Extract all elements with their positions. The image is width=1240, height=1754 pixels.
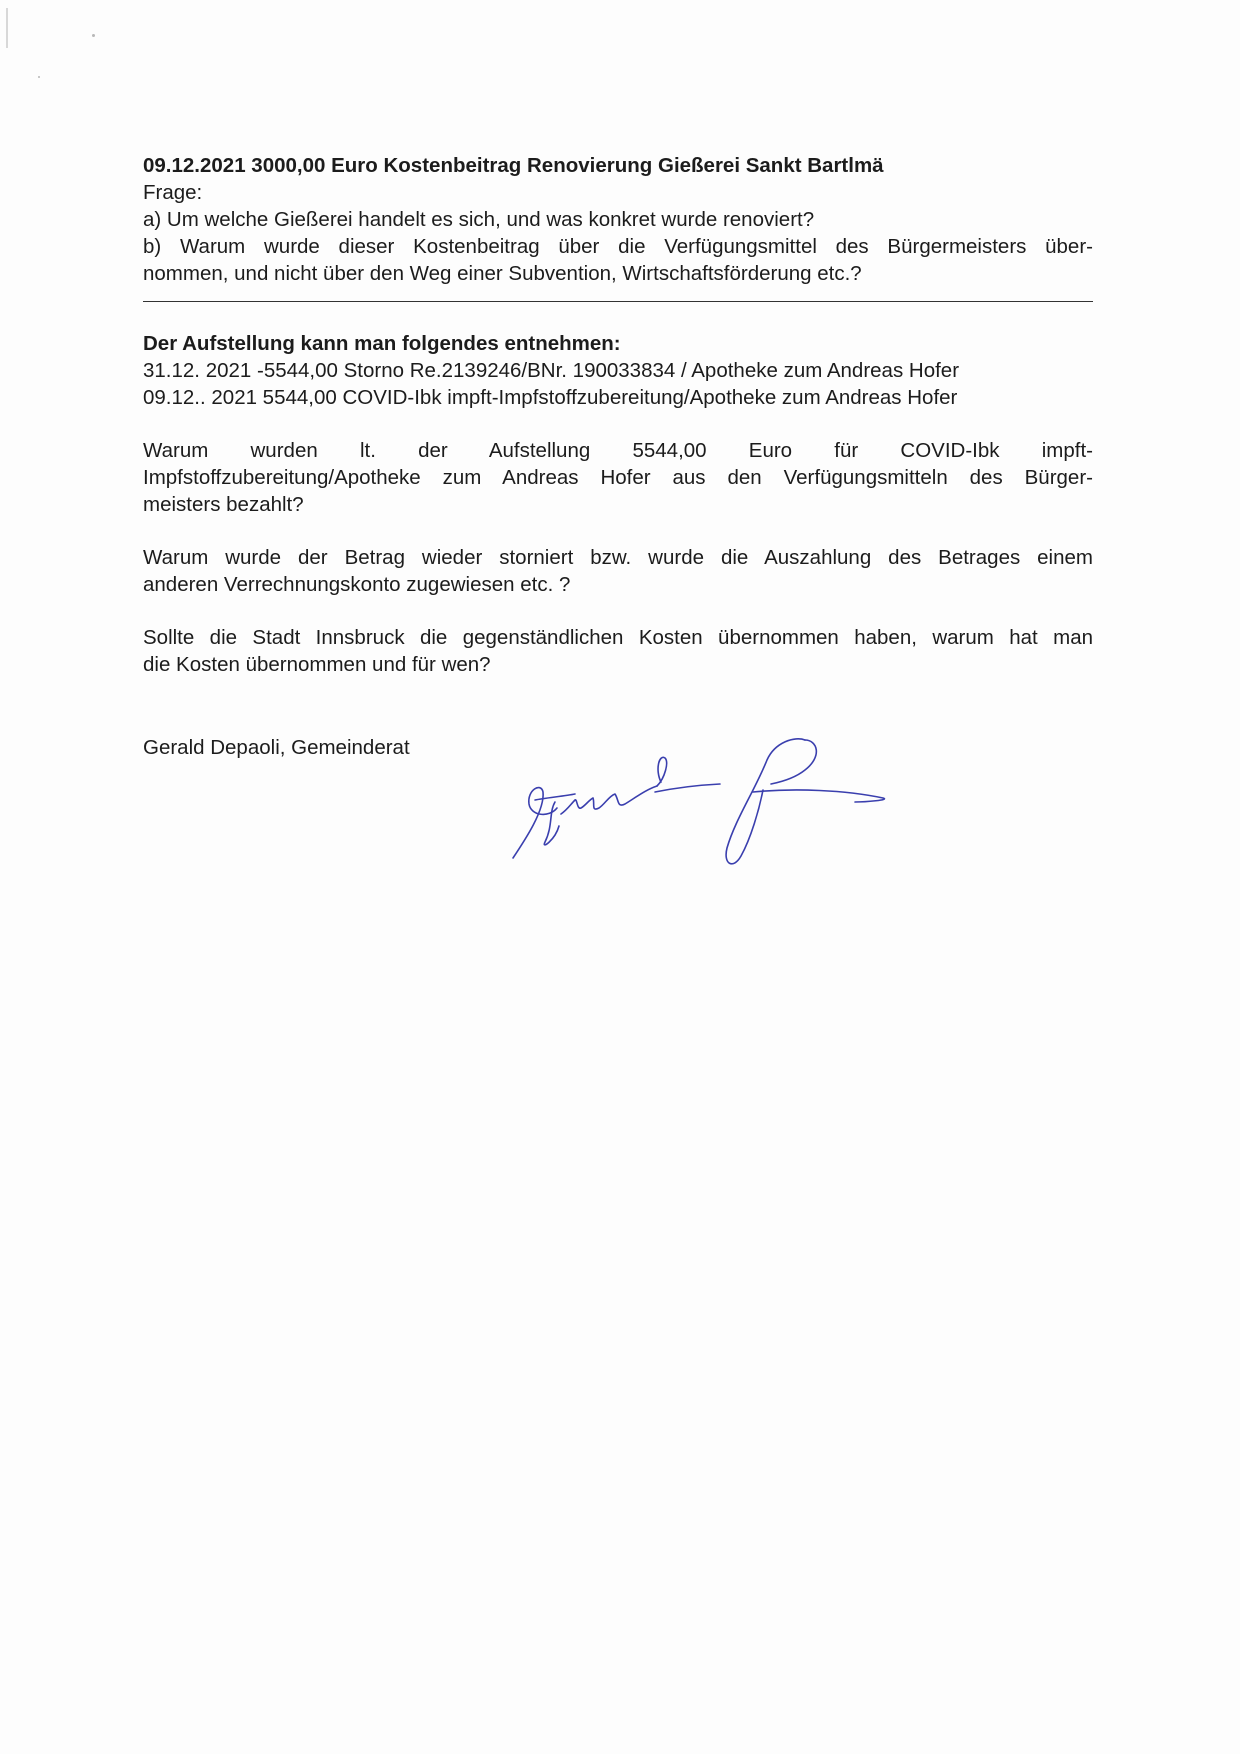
scan-edge-mark (6, 8, 8, 48)
question-b-line-1: b) Warum wurde dieser Kostenbeitrag über die Verfügungsmittel des Bürgermeisters über- (143, 235, 1093, 258)
item-section (143, 152, 1093, 287)
question-label: Frage: (143, 181, 203, 204)
scan-speck (38, 76, 40, 78)
item-heading: 09.12.2021 3000,00 Euro Kostenbeitrag Renovierung Gießerei Sankt Bartlmä (143, 154, 884, 177)
question-3-line-1: Sollte die Stadt Innsbruck die gegenständlichen Kosten übernommen haben, warum hat man (143, 626, 1093, 649)
question-b-line-2: nommen, und nicht über den Weg einer Subvention, Wirtschaftsförderung etc.? (143, 262, 862, 285)
question-a: a) Um welche Gießerei handelt es sich, und was konkret wurde renoviert? (143, 208, 815, 231)
signatory-block (143, 736, 410, 760)
question-1 (143, 437, 1093, 518)
question-2-line-1: Warum wurde der Betrag wieder storniert bzw. wurde die Auszahlung des Betrages einem (143, 546, 1093, 569)
question-1-line-1: Warum wurden lt. der Aufstellung 5544,00 Euro für COVID-Ibk impft- (143, 439, 1093, 462)
section-divider (143, 301, 1093, 302)
listing-section (143, 330, 1093, 411)
question-2 (143, 544, 1093, 598)
listing-entry: 09.12.. 2021 5544,00 COVID-Ibk impft-Impfstoffzubereitung/Apotheke zum Andreas Hofer (143, 386, 958, 409)
scan-speck (92, 34, 95, 37)
listing-heading: Der Aufstellung kann man folgendes entnehmen: (143, 332, 621, 355)
handwritten-signature (505, 730, 945, 890)
signatory-name: Gerald Depaoli, Gemeinderat (143, 736, 410, 759)
question-2-line-2: anderen Verrechnungskonto zugewiesen etc. ? (143, 573, 571, 596)
question-3-line-2: die Kosten übernommen und für wen? (143, 653, 491, 676)
question-1-line-2: Impfstoffzubereitung/Apotheke zum Andreas Hofer aus den Verfügungsmitteln des Bürger- (143, 466, 1093, 489)
question-3 (143, 624, 1093, 678)
question-1-line-3: meisters bezahlt? (143, 493, 304, 516)
letter-body (143, 152, 1093, 678)
listing-entry: 31.12. 2021 -5544,00 Storno Re.2139246/BNr. 190033834 / Apotheke zum Andreas Hofer (143, 359, 960, 382)
